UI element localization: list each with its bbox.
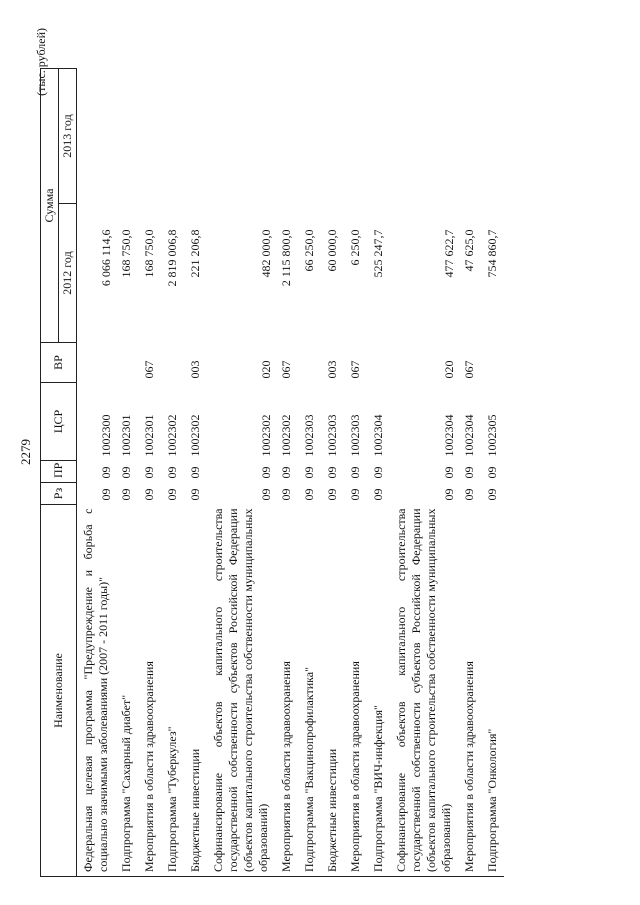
row-pr: 09	[325, 466, 339, 479]
table-row	[458, 68, 481, 876]
row-vr	[481, 343, 504, 383]
table-row	[275, 68, 298, 876]
row-csr: 1002303	[348, 414, 362, 457]
row-csr: 1002300	[99, 414, 113, 457]
header-year-2012: 2012 год	[59, 204, 77, 343]
row-csr: 1002304	[442, 414, 456, 457]
row-sum-2012: 482 000,0	[259, 229, 273, 278]
row-pr: 09	[348, 466, 362, 479]
row-sum-2013	[390, 68, 458, 203]
row-csr: 1002301	[142, 414, 156, 457]
row-sum-2013	[138, 68, 161, 203]
row-vr: 003	[188, 360, 202, 379]
table-row	[161, 68, 184, 876]
header-vr: ВР	[41, 343, 77, 383]
row-csr: 1002304	[371, 414, 385, 457]
header-name: Наименование	[41, 505, 77, 877]
row-vr: 067	[279, 360, 293, 379]
row-vr: 067	[142, 360, 156, 379]
budget-table	[40, 68, 504, 877]
header-pr: ПР	[41, 461, 77, 483]
row-name: Федеральная целевая программа "Предупреждение и борьба с социально значимыми заболеваниями (2007 - 2011 годы)"	[77, 505, 116, 877]
row-sum-2012: 525 247,7	[371, 229, 385, 278]
header-sum: Сумма	[41, 68, 59, 342]
row-csr: 1002304	[462, 414, 476, 457]
row-name: Подпрограмма "ВИЧ-инфекция"	[367, 505, 390, 877]
table-row	[298, 68, 321, 876]
row-name: Софинансирование объектов капитального строительства государственной собственности субъектов Российской Федерации (объектов капитального строительства собственности муниципальных образований)	[207, 505, 275, 877]
row-vr: 067	[462, 360, 476, 379]
row-sum-2012: 6 066 114,6	[99, 229, 113, 287]
row-pr: 09	[485, 466, 499, 479]
table-row	[481, 68, 504, 876]
row-sum-2013	[207, 68, 275, 203]
row-csr: 1002302	[165, 414, 179, 457]
table-row	[207, 68, 275, 876]
row-csr: 1002302	[188, 414, 202, 457]
row-sum-2013	[344, 68, 367, 203]
row-pr: 09	[99, 466, 113, 479]
row-rz: 09	[119, 488, 133, 501]
row-sum-2012: 47 625,0	[462, 229, 476, 272]
row-name: Мероприятия в области здравоохранения	[138, 505, 161, 877]
table-row	[390, 68, 458, 876]
row-sum-2012: 66 250,0	[302, 229, 316, 272]
table-body	[77, 68, 505, 876]
row-sum-2012: 168 750,0	[119, 229, 133, 278]
row-csr: 1002302	[259, 414, 273, 457]
row-rz: 09	[302, 488, 316, 501]
row-name: Софинансирование объектов капитального строительства государственной собственности субъектов Российской Федерации (объектов капитального строительства собственности муниципальных образований)	[390, 505, 458, 877]
table-row	[77, 68, 116, 876]
row-name: Мероприятия в области здравоохранения	[344, 505, 367, 877]
table-row	[367, 68, 390, 876]
row-vr: 003	[325, 360, 339, 379]
table-row	[344, 68, 367, 876]
units-label: (тыс. рублей)	[34, 28, 48, 96]
row-pr: 09	[302, 466, 316, 479]
row-sum-2012: 2 819 006,8	[165, 229, 179, 287]
row-name: Подпрограмма "Вакцинопрофилактика"	[298, 505, 321, 877]
header-csr: ЦСР	[41, 383, 77, 461]
row-sum-2013	[321, 68, 344, 203]
row-sum-2012: 2 115 800,0	[279, 229, 293, 287]
row-sum-2013	[184, 68, 207, 203]
row-vr	[77, 343, 116, 383]
row-vr	[298, 343, 321, 383]
row-rz: 09	[165, 488, 179, 501]
row-vr: 020	[259, 360, 273, 379]
row-sum-2013	[275, 68, 298, 203]
row-sum-2012: 221 206,8	[188, 229, 202, 278]
row-sum-2012: 6 250,0	[348, 229, 362, 266]
row-csr: 1002303	[325, 414, 339, 457]
row-name: Бюджетные инвестиции	[321, 505, 344, 877]
row-rz: 09	[259, 488, 273, 501]
row-name: Подпрограмма "Сахарный диабет"	[115, 505, 138, 877]
row-sum-2012: 477 622,7	[442, 229, 456, 278]
row-name: Мероприятия в области здравоохранения	[458, 505, 481, 877]
table-row	[321, 68, 344, 876]
row-rz: 09	[371, 488, 385, 501]
row-pr: 09	[142, 466, 156, 479]
row-rz: 09	[485, 488, 499, 501]
header-rz: Рз	[41, 483, 77, 505]
row-vr	[115, 343, 138, 383]
row-name: Подпрограмма "Туберкулез"	[161, 505, 184, 877]
row-sum-2013	[458, 68, 481, 203]
table-row	[115, 68, 138, 876]
row-name: Подпрограмма "Онкология"	[481, 505, 504, 877]
row-pr: 09	[188, 466, 202, 479]
header-year-2013: 2013 год	[59, 68, 77, 203]
row-csr: 1002302	[279, 414, 293, 457]
row-name: Мероприятия в области здравоохранения	[275, 505, 298, 877]
table-row	[184, 68, 207, 876]
table-row	[138, 68, 161, 876]
row-sum-2012: 60 000,0	[325, 229, 339, 272]
row-sum-2012: 168 750,0	[142, 229, 156, 278]
row-sum-2013	[77, 68, 116, 203]
row-pr: 09	[279, 466, 293, 479]
row-sum-2012: 754 860,7	[485, 229, 499, 278]
row-sum-2013	[481, 68, 504, 203]
row-rz: 09	[279, 488, 293, 501]
row-vr	[367, 343, 390, 383]
row-rz: 09	[442, 488, 456, 501]
row-sum-2013	[115, 68, 138, 203]
row-vr: 020	[442, 360, 456, 379]
row-name: Бюджетные инвестиции	[184, 505, 207, 877]
row-sum-2013	[161, 68, 184, 203]
row-rz: 09	[188, 488, 202, 501]
row-rz: 09	[462, 488, 476, 501]
row-rz: 09	[142, 488, 156, 501]
row-vr	[161, 343, 184, 383]
row-rz: 09	[99, 488, 113, 501]
row-csr: 1002303	[302, 414, 316, 457]
row-pr: 09	[442, 466, 456, 479]
row-csr: 1002305	[485, 414, 499, 457]
row-pr: 09	[371, 466, 385, 479]
row-sum-2013	[298, 68, 321, 203]
row-pr: 09	[119, 466, 133, 479]
row-sum-2013	[367, 68, 390, 203]
row-rz: 09	[325, 488, 339, 501]
row-vr: 067	[348, 360, 362, 379]
row-pr: 09	[165, 466, 179, 479]
row-rz: 09	[348, 488, 362, 501]
page-number: 2279	[18, 439, 33, 465]
header-row-1	[41, 68, 59, 876]
row-pr: 09	[259, 466, 273, 479]
row-pr: 09	[462, 466, 476, 479]
row-csr: 1002301	[119, 414, 133, 457]
